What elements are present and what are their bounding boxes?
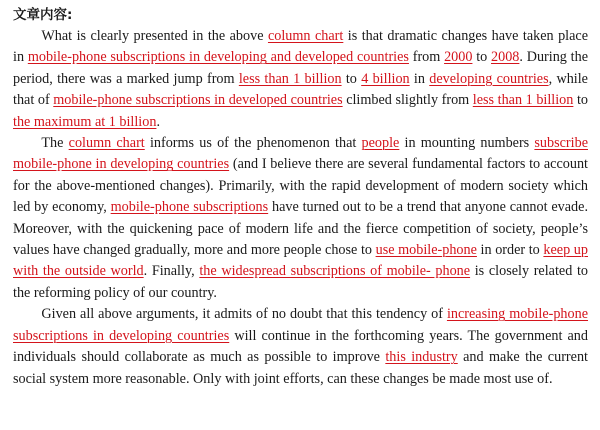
highlighted-phrase: this industry <box>385 349 458 366</box>
highlighted-phrase: 2000 <box>444 49 473 66</box>
text-run: from <box>408 49 445 66</box>
text-run: . <box>156 113 160 130</box>
text-run: is that dramatic changes have taken place in <box>13 28 588 66</box>
highlighted-phrase: column chart <box>267 28 344 44</box>
text-run: . Finally, <box>143 263 200 280</box>
highlighted-phrase: developing countries <box>429 70 549 87</box>
text-run: will continue in the forthcoming years. The government and individuals should collaborate as much as possible to improve <box>13 327 588 366</box>
text-run: climbed slightly from <box>342 92 473 109</box>
text-run: (and I believe there are several fundamental factors to account for the above-mentioned changes). Primarily, with the rapid development of modern society which led by economy, <box>13 156 588 216</box>
highlighted-phrase: less than 1 billion <box>238 70 342 87</box>
highlighted-phrase: mobile-phone subscriptions in developing and developed countries <box>27 49 409 66</box>
paragraph-2 <box>13 133 588 304</box>
text-run: to <box>573 92 588 109</box>
highlighted-phrase: mobile-phone subscriptions <box>110 199 269 216</box>
text-run: in <box>409 70 430 87</box>
highlighted-phrase: keep up with the outside world <box>13 242 588 280</box>
highlighted-phrase: subscribe mobile-phone in developing countries <box>13 135 588 173</box>
text-run: , while that of <box>13 70 588 109</box>
paragraph-3 <box>13 304 588 390</box>
highlighted-phrase: 2008 <box>491 49 520 66</box>
text-run: in mounting numbers <box>399 135 535 152</box>
text-run: in order to <box>476 242 544 259</box>
text-run: and make the current social system more reasonable. Only with joint efforts, can these changes be made most use of. <box>13 349 588 387</box>
text-run: is closely related to the reforming policy of our country. <box>13 263 589 301</box>
highlighted-phrase: the maximum at 1 billion <box>13 113 157 130</box>
text-run: . During the period, there was a marked jump from <box>13 49 588 87</box>
highlighted-phrase: mobile-phone subscriptions in developed countries <box>53 92 343 109</box>
highlighted-phrase: use mobile-phone <box>375 242 477 259</box>
highlighted-phrase: people <box>361 135 400 152</box>
text-run: to <box>472 49 492 66</box>
text-run: have turned out to be a trend that anyone cannot evade. Moreover, with the quickening pace of modern life and the fierce competition of society, people’s values have changed gradually, more and more people chose to <box>13 199 588 259</box>
text-run: informs us of the phenomenon that <box>144 135 362 152</box>
highlighted-phrase: 4 billion <box>361 70 410 87</box>
article-content-heading: 文章内容: <box>13 7 73 23</box>
text-run: What is clearly presented in the above <box>41 28 268 44</box>
text-run: to <box>341 70 362 87</box>
highlighted-phrase: increasing mobile-phone subscriptions in developing countries <box>13 306 589 344</box>
highlighted-phrase: column chart <box>68 135 145 152</box>
text-run: Given all above arguments, it admits of no doubt that this tendency of <box>41 306 447 323</box>
highlighted-phrase: less than 1 billion <box>472 92 574 109</box>
text-run: The <box>41 135 69 152</box>
paragraph-1 <box>13 26 588 133</box>
highlighted-phrase: the widespread subscriptions of mobile- phone <box>199 263 471 280</box>
